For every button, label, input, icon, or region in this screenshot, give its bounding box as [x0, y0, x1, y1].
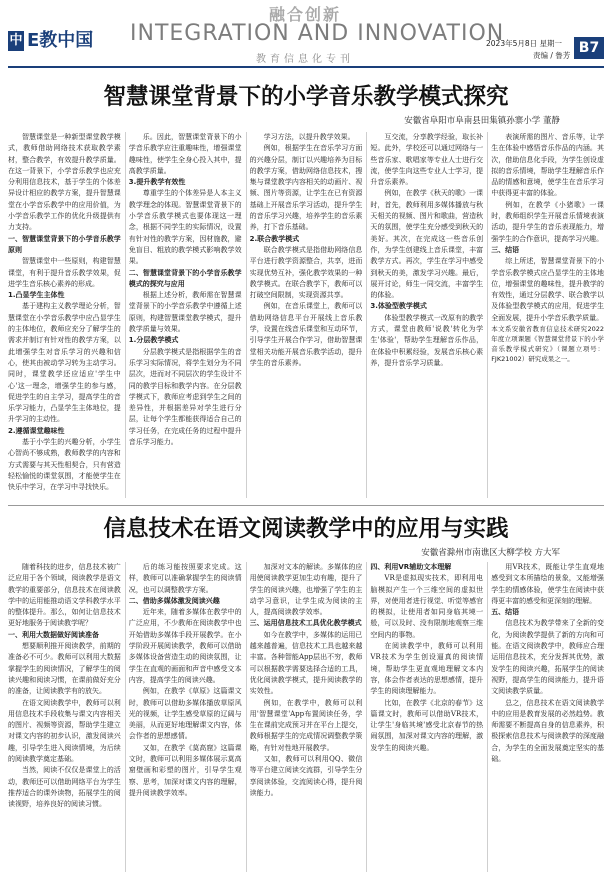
body-paragraph: 用VR技术，既能让学生直观地感受到文本所描绘的景象，又能增强学生的情感体验，使学生在阅读中获得更丰富的感受和更深刻的理解。	[491, 563, 604, 605]
body-paragraph: 信息技术为教学带来了全新的变化，为阅读教学提供了新的方向和可能。在语文阅读教学中，教师应合理运用信息技术，充分发挥其优势，激发学生的阅读兴趣，拓展学生的阅读视野，提高学生的阅读能力，提升语文阅读教学质量。	[491, 619, 604, 696]
article-1-title: 智慧课堂背景下的小学音乐教学模式探究	[103, 84, 509, 110]
body-paragraph: 基于建构主义教学理论分析，智慧课堂在小学音乐教学中应凸显学生的主体地位，教师应充分了解学生的需求并制订有针对性的教学方案，以此增强学生对音乐学习的兴趣和信心，使其由被动学习转为主动学习。同时，课堂教学还应适应'学生中心'这一理念，增强学生的参与感，促进学生的自主学习，提高学生的音乐学习能力，凸显学生主体地位，提升学习的主动性。	[8, 302, 121, 424]
body-paragraph: 在语文阅读教学中，教师可以利用信息技术手段收集与课文内容相关的图片、视频等资源，帮助学生建立对课文内容的初步认识，激发阅读兴趣，引导学生进入阅读情境，为后续的阅读教学奠定基础。	[8, 698, 121, 764]
article-2-column	[8, 562, 121, 872]
body-paragraph: 又如，教师可以利用QQ、微信等平台建立阅读交流群，引导学生分享阅读体验，交流阅读心得，提升阅读能力。	[249, 755, 363, 797]
body-paragraph: 智慧课堂中一些原则，构建智慧课堂，有利于提升音乐教学效果，促进学生音乐核心素养的形成。	[8, 257, 121, 288]
body-paragraph: 总之，信息技术在语文阅读教学中的应用是教育发展的必然趋势。教师需要不断提高自身的信息素养，积极探索信息技术与阅读教学的深度融合，为学生的全面发展奠定坚实的基础。	[491, 698, 604, 764]
section-heading: 三、结语	[491, 245, 520, 254]
body-paragraph: 如今在教学中，多媒体的运用已越来越普遍，信息技术工具也越来越丰富。各种智能App层出不穷，教师可以根据教学需要选择合适的工具，优化阅读教学模式，提升阅读教学的实效性。	[249, 630, 363, 696]
section-heading: 3.体验型教学模式	[370, 302, 427, 311]
article-2-title: 信息技术在语文阅读教学中的应用与实践	[103, 516, 509, 542]
section-heading: 2.遵循课堂趣味性	[8, 426, 65, 435]
column-separator	[487, 132, 488, 498]
section-heading: 1.分层教学模式	[128, 336, 179, 345]
issue-date: 2023年5月8日 星期一	[486, 39, 563, 48]
column-separator	[246, 132, 247, 498]
section-heading: 一、利用大数据做好阅读准备	[8, 630, 99, 639]
article-1-column	[129, 132, 242, 498]
body-paragraph: 互交流，分享教学经验，取长补短。此外，学校还可以通过网络与一些音乐家、歌唱家等专业人士进行交流，使学生向这些专业人士学习，提升音乐素养。	[370, 133, 484, 187]
column-separator	[366, 132, 367, 498]
column-separator	[246, 562, 247, 872]
section-title-en: INTEGRATION AND INNOVATION	[130, 21, 505, 46]
section-title-cn: 融合创新	[268, 5, 341, 24]
body-paragraph: 例如，在教学《秋天的歌》一课时，首先，教师利用多媒体播放与秋天相关的视频、图片和歌曲，营造秋天的氛围，使学生充分感受到秋天的美好。其次，在完成这一些音乐创作，为学生创建线上音乐课堂，丰富教学方式。再次，学生在学习中感受到秋天的美，激发学习兴趣。最后，展开讨论，师生一同交流，丰富学生的体验。	[370, 189, 484, 300]
column-separator	[125, 562, 126, 872]
section-heading: 三、运用信息技术工具优化教学模式	[249, 619, 362, 628]
article-1-column	[491, 132, 604, 498]
body-paragraph: 学习方法，以提升教学效果。	[263, 133, 355, 141]
page-number: B7	[574, 37, 604, 59]
article-1-column	[370, 132, 483, 498]
body-paragraph: 表演所需的图片、音乐等，让学生在体验中感悟音乐作品的内涵。其次，借助信息化手段，为学生创设虚拟的音乐情境，帮助学生理解音乐作品的情感和意境，使学生在音乐学习中获得更丰富的体验。	[491, 133, 604, 198]
body-paragraph: 例如，根据学生在音乐学习方面的兴趣分层，制订以兴趣培养为目标的教学方案，借助网络信息技术，搜集与课堂教学内容相关的动画片、视频、图片等资源，让学生在已有资源基础上开展音乐学习活动，提升学生的音乐学习兴趣，培养学生的音乐素养，打下音乐基础。	[249, 144, 363, 232]
article-1-column	[8, 132, 121, 498]
body-paragraph: 想要顺利推开阅读教学，前期的准备必不可少。教师可以利用大数据掌握学生的阅读情况，了解学生的阅读兴趣和阅读习惯，在课前做好充分的准备，让阅读教学有的放矢。	[8, 642, 121, 696]
article-1-column	[250, 132, 363, 498]
section-heading: 四、利用VR辅助文本理解	[370, 563, 452, 571]
logo-text: E教中国	[27, 30, 94, 51]
article-divider	[8, 505, 604, 506]
body-paragraph: 例如，在教学中，教师可以利用'智慧课堂'App布置阅读任务，学生在课前完成预习并在平台上提交，教师根据学生的完成情况调整教学策略，有针对性地开展教学。	[249, 698, 363, 752]
body-paragraph: 分层教学模式是指根据学生的音乐学习实际情况，将学生划分为不同层次，进而对不同层次的学生设计不同的教学目标和教学内容。在分层教学模式下，教师应考虑到学生之间的差异性，并根据差异对学生进行分层，让每个学生都能获得适合自己的学习任务，在完成任务的过程中提升音乐学习能力。	[128, 347, 242, 447]
article-2-author: 安徽省滁州市南谯区大柳学校 方大军	[421, 548, 560, 558]
section-heading: 五、结语	[491, 608, 520, 617]
body-paragraph: 例如，在教学《草原》这篇课文时，教师可以借助多媒体播放草原风光的视频，让学生感受草原的辽阔与美丽，从而更好地理解课文内容，体会作者的思想感情。	[128, 687, 242, 741]
body-paragraph: 比如，在教学《北京的春节》这篇课文时，教师可以借助VR技术，让学生'身临其境'感受北京春节的热闹氛围，加深对课文内容的理解，激发学生的阅读兴趣。	[370, 698, 484, 752]
editor-credit: 责编 / 鲁芳	[533, 51, 571, 60]
logo-mark: 中	[8, 31, 24, 51]
section-heading: 1.凸显学生主体性	[8, 291, 65, 300]
body-paragraph: 又如，在教学《莫高窟》这篇课文时，教师可以利用多媒体展示莫高窟壁画和彩塑的图片，引导学生观察、思考，加深对课文内容的理解，提升阅读教学效率。	[128, 743, 242, 797]
section-heading: 3.提升教学有效性	[128, 178, 186, 187]
column-separator	[487, 562, 488, 872]
body-paragraph: 随着科技的进步，信息技术被广泛应用于各个领域，阅读教学是语文教学的重要部分，信息技术在阅读教学中的运用能推动语文学科教学水平的整体提升。那么，如何让信息技术更好地服务于阅读教学呢？	[8, 563, 121, 628]
body-paragraph: 综上所述，智慧课堂背景下的小学音乐教学模式应凸显学生的主体地位，增强课堂的趣味性，提升教学的有效性，通过分层教学、联合教学以及体验型教学模式的应用，促进学生全面发展，提升小学音乐教学质量。	[491, 257, 604, 322]
body-paragraph: 当然，阅读不仅仅是课堂上的活动，教师还可以借助网络平台为学生推荐适合的课外读物，拓展学生的阅读视野，培养良好的阅读习惯。	[8, 766, 121, 809]
section-heading: 二、智慧课堂背景下的小学音乐教学模式的探究与应用	[128, 268, 242, 288]
body-paragraph: 近年来，随着多媒体在教学中的广泛应用，不少教师在阅读教学中也开始借助多媒体手段开展教学。在小学阶段开展阅读教学，教师可以借助多媒体设备营造生动的阅读氛围，让学生在直观的画面和声音中感受文本内容，提高学生的阅读兴趣。	[128, 608, 242, 684]
body-paragraph: 根据上述分析，教师需在智慧课堂背景下的小学音乐教学中遵循上述原则，构建智慧课堂教学模式，提升教学质量与效果。	[128, 291, 242, 334]
body-paragraph: 例如，在音乐课堂上，教师可以借助网络信息平台开展线上音乐教学，设置在线音乐课堂和互动环节，引导学生开展合作学习，借助智慧课堂相关功能开展音乐教学活动，提升学生的音乐素养。	[249, 302, 363, 367]
body-paragraph: 基于小学生的兴趣分析，小学生心智尚不够成熟，教师教学的内容和方式需要与其天性相契合，只有营造轻松愉悦的课堂氛围，才能使学生在快乐中学习，在学习中寻找快乐。	[8, 438, 121, 492]
newspaper-logo	[8, 30, 113, 54]
article-2-column	[250, 562, 363, 872]
body-paragraph: 后的练习能按照要求完成。这样，教师可以准确掌握学生的阅读情况，也可以调整教学方案。	[128, 563, 242, 594]
article-2-column	[491, 562, 604, 872]
masthead-divider	[8, 66, 604, 68]
body-paragraph: 智慧课堂是一种新型课堂教学模式，教师借助网络技术获取教学素材，整合教学，有效提升教学质量。在这一背景下，小学音乐教学也应充分利用信息技术，基于学生的个体差异设计相应的教学方案，提升智慧课堂在小学音乐教学中的应用价值，为小学音乐教学工作的优化升级提供有力支持。	[8, 133, 121, 232]
article-1-author: 安徽省阜阳市阜南县田集镇孙寨小学 董静	[404, 116, 560, 126]
body-paragraph: 乐。因此，智慧课堂背景下的小学音乐教学应注重趣味性，增强课堂趣味性，使学生全身心投入其中，提高教学质量。	[128, 133, 242, 175]
section-heading: 2.联合教学模式	[249, 234, 300, 243]
article-2-column	[370, 562, 483, 872]
section-heading: 二、借助多媒体激发阅读兴趣	[128, 596, 220, 605]
section-subtitle: 教育信息化专刊	[256, 54, 354, 65]
body-paragraph: 体验型教学模式一改原有的教学方式，课堂由教师'说教'转化为学生'体验'，帮助学生理解音乐作品，在体验中积累经验，发展音乐核心素养，提升音乐学习质量。	[370, 313, 484, 367]
funding-note: 本文系安徽省教育信息技术研究2022年度立项课题《智慧课堂背景下的小学音乐教学模式研究》（课题立项号：FJK21002）研究成果之一。	[491, 325, 604, 364]
article-2-column	[129, 562, 242, 872]
body-paragraph: 加深对文本的解读。多媒体的应用使阅读教学更加生动有趣，提升了学生的阅读兴趣，也增强了学生的主动学习意识，让学生成为阅读的主人，提高阅读教学效率。	[249, 563, 363, 617]
body-paragraph: 联合教学模式是指借助网络信息平台进行教学资源整合，共享，进而实现优势互补，强化教学效果的一种教学模式。在联合教学下，教师可以打破空间限制，实现资源共享。	[249, 245, 363, 300]
body-paragraph: 尊重学生的个体差异是人本主义教学理念的体现。智慧课堂背景下的小学音乐教学模式也要体现这一理念，根据不同学生的实际情况，设置有针对性的教学方案，因材施教，避免盲目、粗放的教学模式影响教学效果。	[128, 189, 242, 266]
column-separator	[366, 562, 367, 872]
body-paragraph: VR是虚拟现实技术，即利用电脑模拟产生一个三维空间的虚拟世界，对使用者进行视觉、听觉等感官的模拟，让使用者如同身临其境一般，可以及时、没有限制地观察三维空间内的事物。	[370, 574, 484, 639]
column-separator	[125, 132, 126, 498]
section-heading: 一、智慧课堂背景下的小学音乐教学原则	[8, 234, 121, 254]
body-paragraph: 例如，在教学《小猪歌》一课时，教师组织学生开展音乐情境表演活动，提升学生的音乐表现能力，增强学生的合作意识，提高学习兴趣。	[491, 200, 604, 243]
body-paragraph: 在阅读教学中，教师可以利用VR技术为学生创设逼真的阅读情境，帮助学生更直观地理解文本内容，体会作者表达的思想感情，提升学生的阅读理解能力。	[370, 642, 484, 696]
